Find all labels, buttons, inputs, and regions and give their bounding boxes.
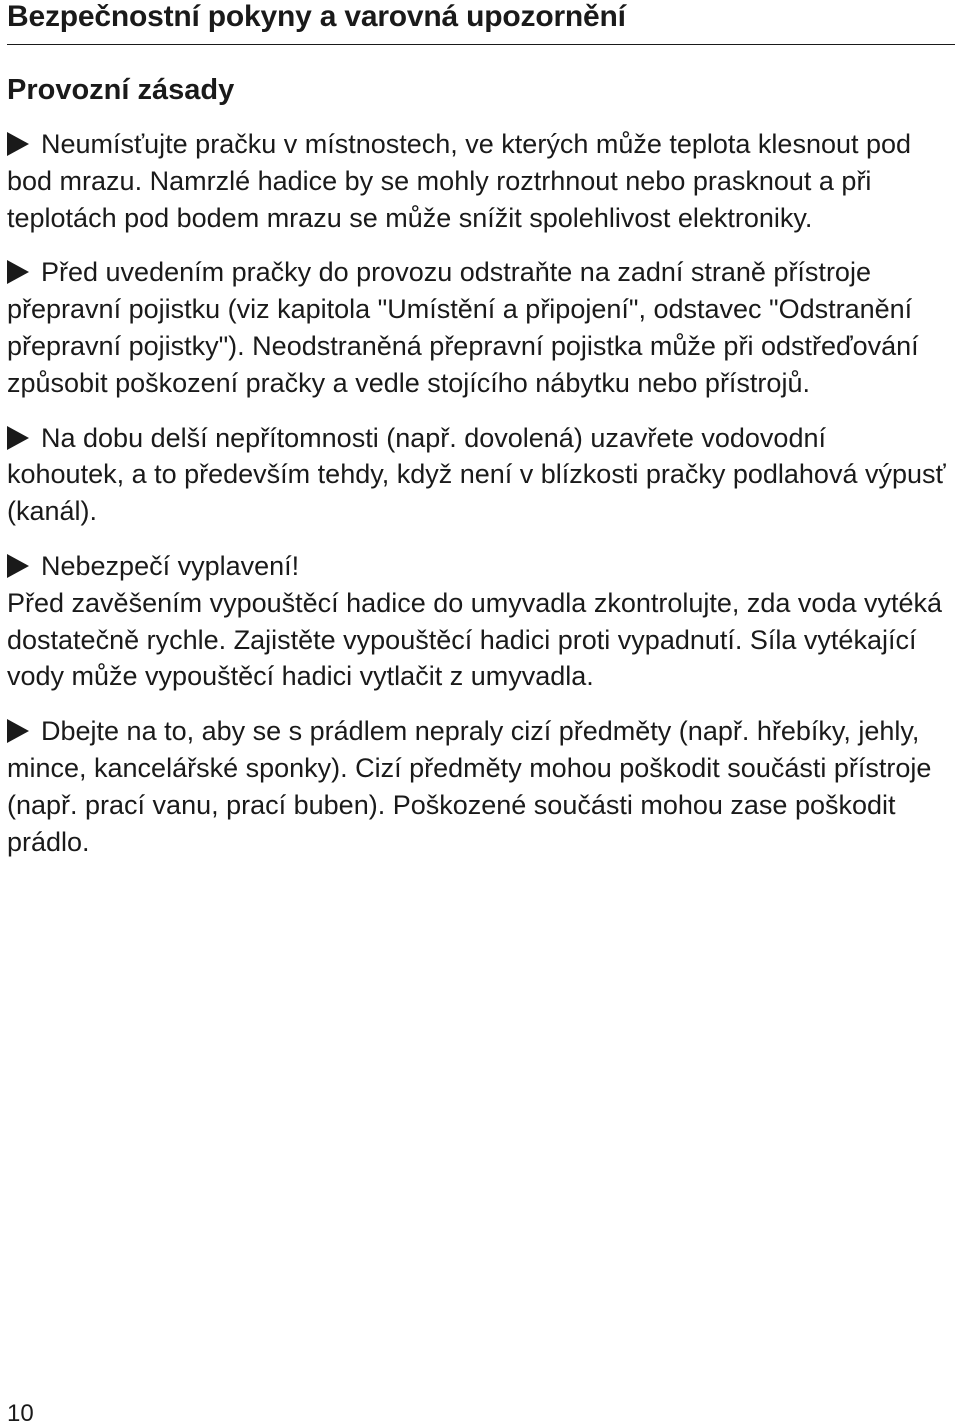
list-item: [7, 254, 947, 401]
triangle-bullet-icon: [7, 554, 29, 578]
triangle-bullet-icon: [7, 719, 29, 743]
item-continuation: Před zavěšením vypouštěcí hadice do umyvadla zkontrolujte, zda voda vytéká dostatečně rychle. Zajistěte vypouštěcí hadici proti vypadnutí. Síla vytékající vody může vypouštěcí hadici vytlačit z umyvadla.: [7, 587, 943, 692]
list-item: [7, 713, 947, 860]
page-number: 10: [7, 1400, 34, 1427]
triangle-bullet-icon: [7, 260, 29, 284]
item-heading-line: [7, 548, 947, 585]
item-text: Před uvedením pračky do provozu odstraňte na zadní straně přístroje přepravní pojistku (viz kapitola "Umístění a připojení", odstavec "Odstranění přepravní pojistky"). Neodstraněná přepravní pojistka může při odstřeďování způsobit poškození pračky a vedle stojícího nábytku nebo přístrojů.: [7, 257, 919, 398]
triangle-bullet-icon: [7, 426, 29, 450]
triangle-bullet-icon: [7, 132, 29, 156]
item-text: Neumísťujte pračku v místnostech, ve kterých může teplota klesnout pod bod mrazu. Namrzlé hadice by se mohly roztrhnout nebo prasknout a při teplotách pod bodem mrazu se může snížit spolehlivost elektroniky.: [7, 129, 912, 233]
list-item: [7, 548, 947, 695]
item-text: Dbejte na to, aby se s prádlem nepraly cizí předměty (např. hřebíky, jehly, mince, kancelářské sponky). Cizí předměty mohou poškodit součásti přístroje (např. prací vanu, prací buben). Poškozené součásti mohou zase poškodit prádlo.: [7, 716, 932, 857]
item-text: Nebezpečí vyplavení!: [41, 550, 300, 581]
instructions-list: [7, 126, 947, 860]
item-text: Na dobu delší nepřítomnosti (např. dovolená) uzavřete vodovodní kohoutek, a to především tehdy, když není v blízkosti pračky podlahová výpusť (kanál).: [7, 422, 946, 527]
list-item: [7, 420, 947, 530]
section-title: Provozní zásady: [7, 74, 235, 106]
page-header: [7, 0, 955, 45]
page-title: Bezpečnostní pokyny a varovná upozornění: [7, 0, 626, 33]
list-item: [7, 126, 947, 236]
